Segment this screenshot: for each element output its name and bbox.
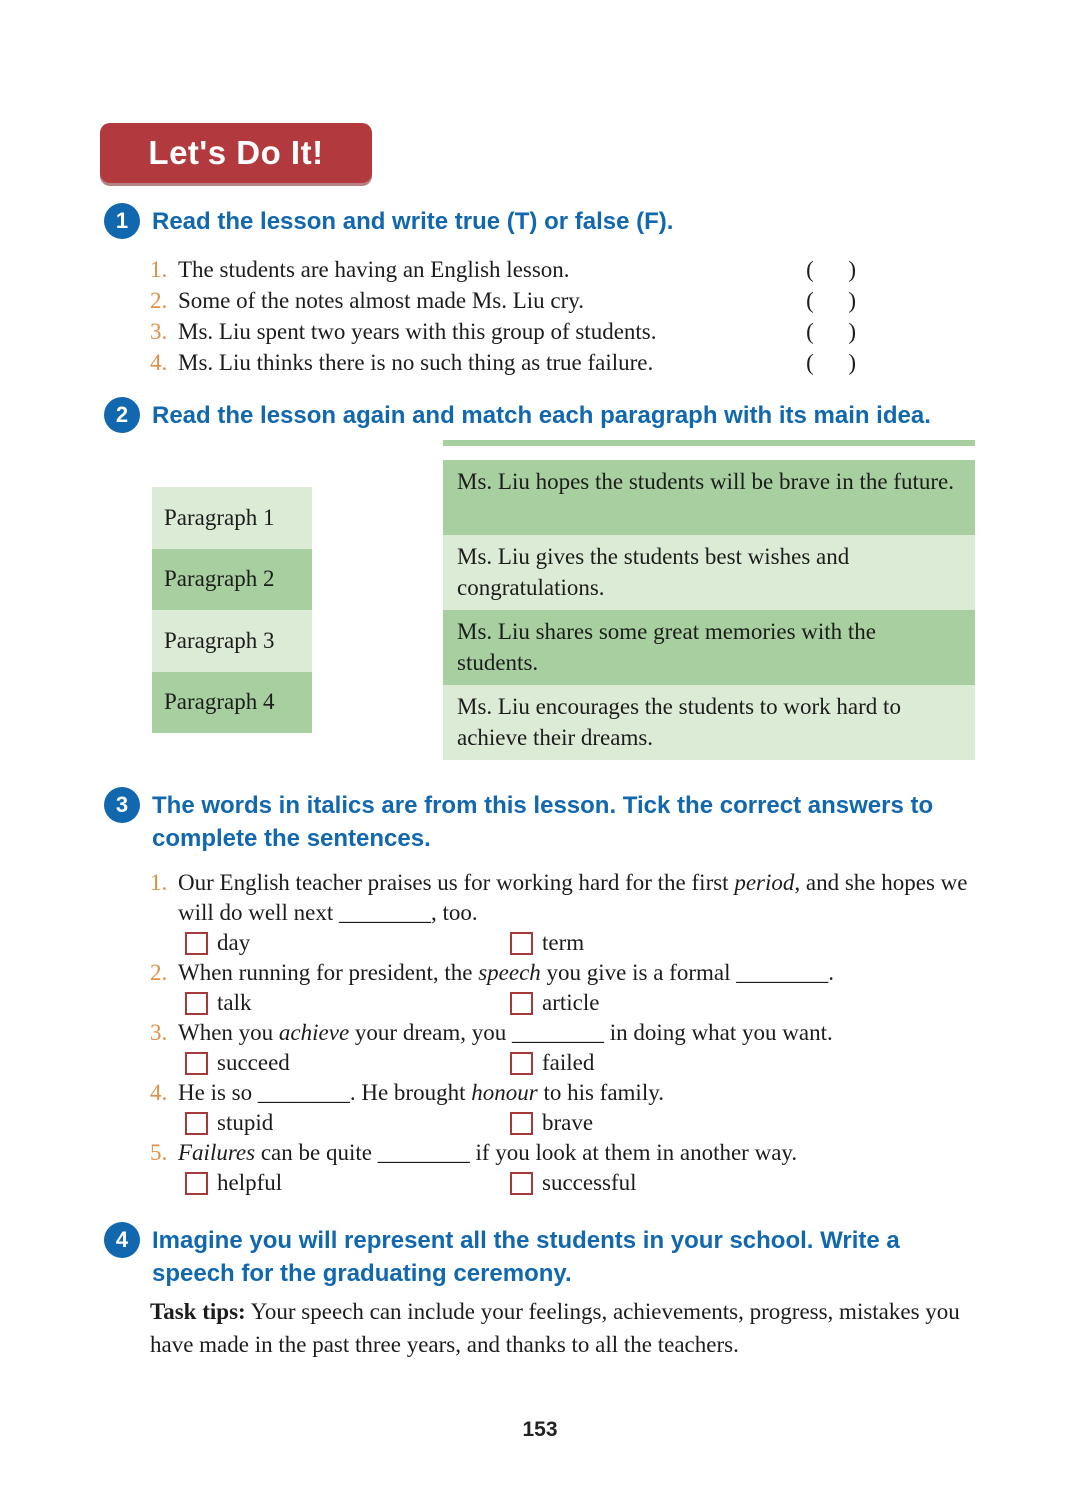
- checkbox[interactable]: [510, 1172, 533, 1195]
- option: [510, 1110, 835, 1136]
- main-idea-cell: Ms. Liu gives the students best wishes and congratulations.: [443, 535, 975, 610]
- item-sentence: When you achieve your dream, you ________ in doing what you want.: [178, 1020, 833, 1045]
- item-number: 4.: [150, 1080, 168, 1105]
- option-label: term: [542, 930, 585, 955]
- option: [185, 1170, 510, 1196]
- options-row: [150, 1168, 995, 1198]
- answer-blank-parentheses: ( ): [806, 319, 856, 344]
- tick-item: [150, 1078, 995, 1138]
- item-sentence: He is so ________. He brought honour to his family.: [178, 1080, 664, 1105]
- item-sentence: When running for president, the speech you give is a formal ________.: [178, 960, 834, 985]
- tick-item: [150, 1138, 995, 1198]
- option: [185, 1050, 510, 1076]
- tick-item: [150, 958, 995, 1018]
- item-sentence: Failures can be quite ________ if you look at them in another way.: [178, 1140, 798, 1165]
- checkbox[interactable]: [185, 932, 208, 955]
- options-row: [150, 988, 995, 1018]
- exercise-1-number-badge: 1: [104, 203, 140, 239]
- option-label: stupid: [217, 1110, 274, 1135]
- task-tips-text: Your speech can include your feelings, achievements, progress, mistakes you have made in the past three years, and thanks to all the teachers.: [150, 1299, 960, 1357]
- item-number: 1.: [150, 257, 168, 282]
- option-label: article: [542, 990, 600, 1015]
- true-false-item: [150, 347, 856, 378]
- match-idea-column: [443, 460, 975, 760]
- item-number: 3.: [150, 1020, 168, 1045]
- checkbox[interactable]: [185, 1112, 208, 1135]
- item-number: 3.: [150, 319, 168, 344]
- exercise-1-header: [104, 203, 1004, 239]
- item-text: Some of the notes almost made Ms. Liu cry.: [178, 288, 585, 313]
- option-label: brave: [542, 1110, 594, 1135]
- task-tips: [150, 1295, 972, 1361]
- item-text: The students are having an English lesson.: [178, 257, 570, 282]
- option: [510, 1050, 835, 1076]
- match-table-top-strip: [443, 440, 975, 446]
- item-number: 1.: [150, 870, 168, 895]
- checkbox[interactable]: [510, 1052, 533, 1075]
- checkbox[interactable]: [185, 992, 208, 1015]
- exercise-4-number-badge: 4: [104, 1222, 140, 1258]
- option: [185, 990, 510, 1016]
- main-idea-cell: Ms. Liu shares some great memories with the students.: [443, 610, 975, 685]
- match-paragraph-column: [152, 487, 312, 733]
- true-false-item: [150, 254, 856, 285]
- paragraph-cell: Paragraph 3: [152, 610, 312, 672]
- option-label: failed: [542, 1050, 595, 1075]
- item-text: Ms. Liu spent two years with this group of students.: [178, 319, 657, 344]
- page-number: 153: [522, 1418, 558, 1441]
- exercise-2-number-badge: 2: [104, 397, 140, 433]
- true-false-item: [150, 316, 856, 347]
- checkbox[interactable]: [185, 1052, 208, 1075]
- tick-item: [150, 1018, 995, 1078]
- lets-do-it-banner: [100, 123, 372, 183]
- paragraph-cell: Paragraph 4: [152, 672, 312, 734]
- true-false-list: [150, 254, 856, 378]
- tick-answer-list: [150, 868, 995, 1198]
- item-number: 5.: [150, 1140, 168, 1165]
- exercise-2-header: [104, 397, 1034, 433]
- answer-blank-parentheses: ( ): [806, 350, 856, 375]
- checkbox[interactable]: [510, 992, 533, 1015]
- option-label: succeed: [217, 1050, 290, 1075]
- answer-blank-parentheses: ( ): [806, 288, 856, 313]
- option: [510, 1170, 835, 1196]
- main-idea-cell: Ms. Liu hopes the students will be brave in the future.: [443, 460, 975, 535]
- paragraph-cell: Paragraph 2: [152, 549, 312, 611]
- checkbox[interactable]: [185, 1172, 208, 1195]
- item-text: Ms. Liu thinks there is no such thing as true failure.: [178, 350, 654, 375]
- option-label: talk: [217, 990, 252, 1015]
- paragraph-cell: Paragraph 1: [152, 487, 312, 549]
- item-number: 4.: [150, 350, 168, 375]
- checkbox[interactable]: [510, 1112, 533, 1135]
- item-number: 2.: [150, 960, 168, 985]
- item-number: 2.: [150, 288, 168, 313]
- exercise-3-header: [104, 787, 984, 855]
- option: [185, 930, 510, 956]
- options-row: [150, 1048, 995, 1078]
- options-row: [150, 1108, 995, 1138]
- option: [510, 990, 835, 1016]
- checkbox[interactable]: [510, 932, 533, 955]
- option: [510, 930, 835, 956]
- true-false-item: [150, 285, 856, 316]
- exercise-1-title: Read the lesson and write true (T) or false (F).: [152, 208, 674, 235]
- exercise-2-title: Read the lesson again and match each paragraph with its main idea.: [152, 402, 931, 429]
- exercise-3-title: The words in italics are from this lesson. Tick the correct answers to complete the sentences.: [152, 792, 934, 852]
- options-row: [150, 928, 995, 958]
- banner-label: Let's Do It!: [148, 134, 324, 171]
- task-tips-label: Task tips:: [150, 1299, 246, 1324]
- option: [185, 1110, 510, 1136]
- item-sentence: Our English teacher praises us for working hard for the first period, and she hopes we will do well next ________, too.: [178, 870, 968, 925]
- option-label: successful: [542, 1170, 637, 1195]
- main-idea-cell: Ms. Liu encourages the students to work hard to achieve their dreams.: [443, 685, 975, 760]
- tick-item: [150, 868, 995, 958]
- exercise-4-header: [104, 1222, 984, 1290]
- option-label: helpful: [217, 1170, 283, 1195]
- exercise-3-number-badge: 3: [104, 787, 140, 823]
- exercise-4-title: Imagine you will represent all the students in your school. Write a speech for the graduating ceremony.: [152, 1227, 900, 1287]
- answer-blank-parentheses: ( ): [806, 257, 856, 282]
- option-label: day: [217, 930, 251, 955]
